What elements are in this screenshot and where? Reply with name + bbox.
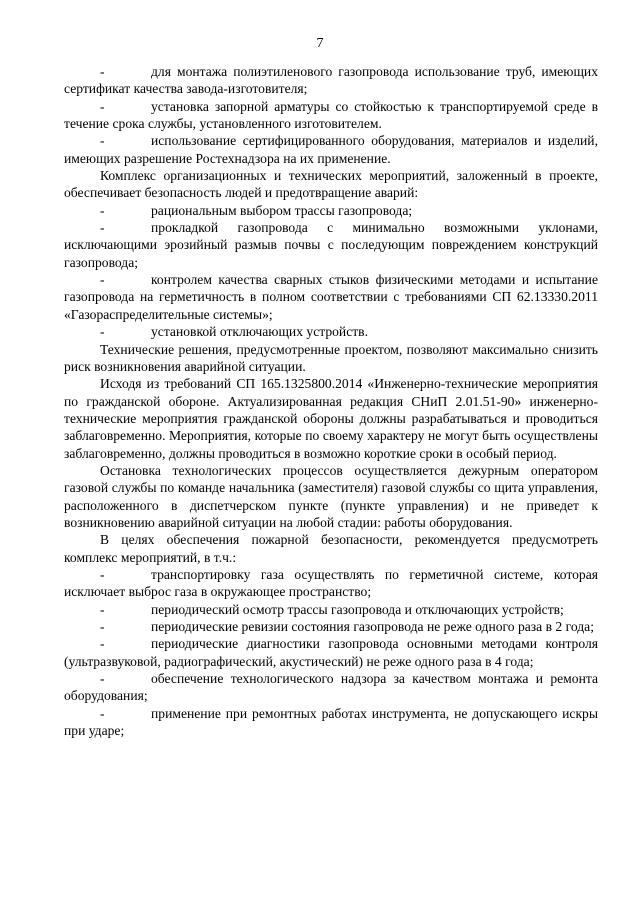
bullet-marker: -	[100, 98, 105, 114]
paragraph: В целях обеспечения пожарной безопасности, рекомендуется предусмотреть комплекс мероприятий, в т.ч.:	[64, 532, 598, 565]
list-item	[64, 566, 598, 601]
paragraph: Остановка технологических процессов осуществляется дежурным оператором газовой службы по команде начальника (заместителя) газовой службы со щита управления, расположенного в диспетчерском пункте (пункте управления) и не приведет к возникновению аварийной ситуации на любой стадии: работы оборудования.	[64, 462, 598, 530]
bullet-marker: -	[100, 705, 105, 721]
list-item	[64, 670, 598, 705]
list-item-text: контролем качества сварных стыков физическими методами и испытание газопровода на герметичность в полном соответствии с требованиями СП 62.13330.2011 «Газораспределительные системы»;	[64, 272, 598, 322]
list-item-text: периодические диагностики газопровода основными методами контроля (ультразвуковой, радиографический, акустический) не реже одного раза в 4 года;	[64, 636, 598, 669]
list-item	[64, 705, 598, 740]
list-item	[64, 635, 598, 670]
bullet-marker: -	[100, 324, 105, 340]
list-item-text: для монтажа полиэтиленового газопровода использование труб, имеющих сертификат качества завода-изготовителя;	[64, 64, 598, 97]
document-body	[64, 63, 598, 739]
bullet-marker: -	[100, 566, 105, 582]
list-item	[64, 219, 598, 271]
bullet-marker: -	[100, 636, 105, 652]
list-item-text: прокладкой газопровода с минимально возможными уклонами, исключающими эрозийный размыв почвы с последующим повреждением конструкций газопровода;	[64, 220, 598, 270]
paragraph: Исходя из требований СП 165.1325800.2014 «Инженерно-технические мероприятия по гражданской обороне. Актуализированная редакция СНиП 2.01.51-90» инженерно- технические мероприятия гражданской обороны должны разрабатываться и проводиться заблаговременно. Мероприятия, которые по своему характеру не могут быть осуществлены заблаговременно, должны проводиться в возможно короткие сроки в особый период.	[64, 376, 598, 461]
list-item	[64, 202, 598, 219]
bullet-marker: -	[100, 272, 105, 288]
bullet-marker: -	[100, 220, 105, 236]
list-item-text: использование сертифицированного оборудования, материалов и изделий, имеющих разрешение Ростехнадзора на их применение.	[64, 133, 598, 166]
list-item	[64, 618, 598, 635]
bullet-marker: -	[100, 671, 105, 687]
paragraph: Комплекс организационных и технических мероприятий, заложенный в проекте, обеспечивает безопасность людей и предотвращение аварий:	[64, 168, 598, 201]
list-item-text: рациональным выбором трассы газопровода;	[151, 202, 413, 218]
bullet-marker: -	[100, 601, 105, 617]
list-item	[64, 63, 598, 98]
list-item	[64, 601, 598, 618]
list-item-text: обеспечение технологического надзора за качеством монтажа и ремонта оборудования;	[64, 671, 598, 704]
list-item	[64, 132, 598, 167]
paragraph: Технические решения, предусмотренные проектом, позволяют максимально снизить риск возникновения аварийной ситуации.	[64, 341, 598, 374]
list-item-text: применение при ремонтных работах инструмента, не допускающего искры при ударе;	[64, 705, 598, 739]
page-number: 7	[316, 36, 324, 51]
list-item-text: установка запорной арматуры со стойкостью к транспортируемой среде в течение срока службы, установленного изготовителем.	[64, 98, 598, 132]
list-item-text: периодический осмотр трассы газопровода и отключающих устройств;	[151, 601, 564, 617]
list-item	[64, 271, 598, 323]
list-item-text: установкой отключающих устройств.	[151, 324, 368, 340]
bullet-marker: -	[100, 202, 105, 218]
list-item-text: периодические ревизии состояния газопровода не реже одного раза в 2 года;	[151, 619, 594, 634]
bullet-marker: -	[100, 64, 105, 79]
bullet-marker: -	[100, 133, 105, 149]
list-item	[64, 323, 598, 340]
list-item	[64, 98, 598, 133]
bullet-marker: -	[100, 619, 105, 634]
list-item-text: транспортировку газа осуществлять по герметичной системе, которая исключает выброс газа в окружающее пространство;	[64, 566, 598, 600]
